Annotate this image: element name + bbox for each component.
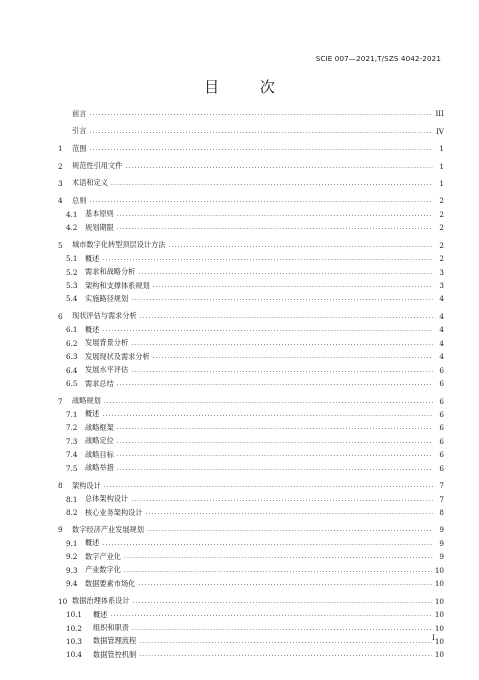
toc-leader-dots xyxy=(117,451,433,458)
toc-entry-label: 基本原则 xyxy=(85,209,114,219)
toc-entry-label: 需求总结 xyxy=(85,378,114,388)
toc-leader-dots xyxy=(124,567,432,574)
toc-entry-number: 6.2 xyxy=(66,338,78,348)
toc-entry-page: 9 xyxy=(439,525,444,535)
toc-entry[interactable] xyxy=(58,323,444,336)
toc-entry-page: 1 xyxy=(439,161,444,171)
toc-entry-page: 4 xyxy=(439,294,444,304)
toc-entry[interactable] xyxy=(58,265,444,278)
toc-entry-page: 4 xyxy=(439,338,444,348)
toc-entry-number: 7.1 xyxy=(66,409,78,419)
toc-entry-label: 架构设计 xyxy=(72,480,101,490)
toc-entry[interactable] xyxy=(58,142,444,155)
toc-entry-label: 战略定位 xyxy=(85,436,114,446)
toc-entry-page: 6 xyxy=(439,409,444,419)
toc-leader-dots xyxy=(89,197,433,204)
toc-entry[interactable] xyxy=(58,292,444,305)
toc-entry-page: 6 xyxy=(439,450,444,460)
toc-entry-label: 组织和职责 xyxy=(93,623,129,633)
toc-entry-label: 术语和定义 xyxy=(72,178,108,188)
toc-entry-label: 需求和战略分析 xyxy=(85,267,136,277)
toc-entry[interactable] xyxy=(58,448,444,461)
toc-entry-label: 引言 xyxy=(72,126,87,136)
toc-entry-page: 2 xyxy=(439,209,444,219)
toc-entry[interactable] xyxy=(58,635,444,648)
toc-entry-page: 6 xyxy=(439,379,444,389)
toc-entry-page: 9 xyxy=(439,552,444,562)
toc-leader-dots xyxy=(104,482,433,489)
toc-leader-dots xyxy=(139,638,432,645)
toc-entry-label: 发展背景分析 xyxy=(85,338,129,348)
toc-entry-number: 7.5 xyxy=(66,463,78,473)
toc-entry-label: 数据要素市场化 xyxy=(85,578,136,588)
toc-entry-page: 2 xyxy=(439,223,444,233)
table-of-contents xyxy=(58,107,444,662)
toc-entry[interactable] xyxy=(58,252,444,265)
toc-entry-number: 10.3 xyxy=(66,636,83,646)
toc-leader-dots xyxy=(133,598,432,605)
toc-entry-label: 产业数字化 xyxy=(85,565,121,575)
toc-entry-label: 数据管理流程 xyxy=(93,636,137,646)
toc-leader-dots xyxy=(117,424,433,431)
toc-entry-label: 概述 xyxy=(93,609,108,619)
toc-entry[interactable] xyxy=(58,208,444,221)
toc-entry-number: 9.2 xyxy=(66,552,78,562)
toc-entry-number: 10.2 xyxy=(66,623,83,633)
toc-leader-dots xyxy=(102,255,433,262)
toc-entry-number: 6.5 xyxy=(66,379,78,389)
toc-entry-page: 4 xyxy=(439,325,444,335)
toc-entry-page: 8 xyxy=(439,508,444,518)
toc-entry-page: 6 xyxy=(439,423,444,433)
toc-entry-label: 总体架构设计 xyxy=(85,494,129,504)
toc-entry[interactable] xyxy=(58,648,444,661)
toc-entry-page: 4 xyxy=(439,352,444,362)
toc-leader-dots xyxy=(131,295,433,302)
toc-entry-page: 6 xyxy=(439,436,444,446)
toc-entry-number: 5.3 xyxy=(66,281,78,291)
toc-entry-label: 总则 xyxy=(72,195,87,205)
toc-entry-label: 战略举措 xyxy=(85,463,114,473)
toc-entry[interactable] xyxy=(58,479,444,492)
toc-entry[interactable] xyxy=(58,537,444,550)
toc-entry[interactable] xyxy=(58,506,444,519)
page-number: I xyxy=(432,633,435,642)
toc-entry-label: 概述 xyxy=(85,409,100,419)
toc-entry-page: 6 xyxy=(439,396,444,406)
toc-entry-page: IV xyxy=(435,126,444,136)
toc-entry[interactable] xyxy=(58,221,444,234)
toc-entry-label: 战略规划 xyxy=(72,396,101,406)
toc-entry-number: 8.1 xyxy=(66,494,78,504)
toc-leader-dots xyxy=(132,625,432,632)
toc-leader-dots xyxy=(147,526,433,533)
toc-entry-number: 10.1 xyxy=(66,610,83,620)
toc-entry[interactable] xyxy=(58,550,444,563)
toc-leader-dots xyxy=(117,465,433,472)
toc-entry-page: 10 xyxy=(434,596,444,606)
toc-entry-page: 6 xyxy=(439,463,444,473)
toc-leader-dots xyxy=(89,110,432,117)
toc-leader-dots xyxy=(140,313,433,320)
toc-entry-page: 10 xyxy=(434,579,444,589)
toc-entry-number: 1 xyxy=(58,144,63,154)
toc-entry-number: 7.4 xyxy=(66,450,78,460)
toc-entry-label: 发展水平评估 xyxy=(85,365,129,375)
toc-entry[interactable] xyxy=(58,608,444,621)
toc-leader-dots xyxy=(153,282,433,289)
toc-entry[interactable] xyxy=(58,194,444,207)
toc-leader-dots xyxy=(102,326,433,333)
toc-entry-label: 核心业务架构设计 xyxy=(85,507,143,517)
toc-entry-number: 6.1 xyxy=(66,325,78,335)
toc-leader-dots xyxy=(104,398,433,405)
toc-entry[interactable] xyxy=(58,107,444,120)
toc-entry-number: 9.1 xyxy=(66,538,78,548)
toc-entry-number: 9.4 xyxy=(66,579,78,589)
toc-entry-page: 2 xyxy=(439,240,444,250)
toc-entry-number: 2 xyxy=(58,161,63,171)
toc-entry-number: 7.2 xyxy=(66,423,78,433)
toc-entry[interactable] xyxy=(58,462,444,475)
toc-entry-page: 10 xyxy=(434,623,444,633)
toc-leader-dots xyxy=(146,509,433,516)
toc-leader-dots xyxy=(102,540,433,547)
toc-entry[interactable] xyxy=(58,523,444,536)
toc-leader-dots xyxy=(117,380,433,387)
toc-entry[interactable] xyxy=(58,492,444,505)
toc-leader-dots xyxy=(110,611,431,618)
toc-entry-number: 6 xyxy=(58,311,63,321)
toc-entry-number: 10.4 xyxy=(66,650,83,660)
toc-leader-dots xyxy=(153,353,433,360)
toc-entry-number: 5.4 xyxy=(66,294,78,304)
toc-entry-number: 5 xyxy=(58,240,63,250)
toc-entry-page: 3 xyxy=(439,267,444,277)
toc-entry[interactable] xyxy=(58,363,444,376)
toc-entry-label: 规划期限 xyxy=(85,222,114,232)
toc-entry-page: 2 xyxy=(439,196,444,206)
toc-entry-number: 4.1 xyxy=(66,209,78,219)
toc-entry-number: 3 xyxy=(58,178,63,188)
toc-leader-dots xyxy=(117,438,433,445)
toc-entry-page: 7 xyxy=(439,494,444,504)
toc-entry-label: 发展现状及需求分析 xyxy=(85,351,150,361)
toc-leader-dots xyxy=(131,340,433,347)
toc-entry-page: 2 xyxy=(439,254,444,264)
toc-entry-label: 城市数字化转型顶层设计方法 xyxy=(72,240,166,250)
toc-entry-label: 概述 xyxy=(85,538,100,548)
toc-leader-dots xyxy=(102,411,433,418)
toc-entry[interactable] xyxy=(58,621,444,634)
toc-entry-page: 4 xyxy=(439,311,444,321)
toc-entry-number: 7.3 xyxy=(66,436,78,446)
toc-entry-label: 数据管控机制 xyxy=(93,649,137,659)
toc-entry-page: 10 xyxy=(434,565,444,575)
toc-entry-number: 7 xyxy=(58,396,63,406)
toc-entry-page: 10 xyxy=(434,636,444,646)
toc-entry-number: 8.2 xyxy=(66,508,78,518)
toc-entry[interactable] xyxy=(58,124,444,137)
toc-entry-page: 3 xyxy=(439,281,444,291)
toc-leader-dots xyxy=(124,553,433,560)
toc-entry-label: 数字经济产业发展规划 xyxy=(72,524,144,534)
toc-entry-number: 10 xyxy=(58,596,68,606)
toc-leader-dots xyxy=(131,367,433,374)
toc-entry-number: 9 xyxy=(58,525,63,535)
toc-entry-label: 数字产业化 xyxy=(85,551,121,561)
toc-entry-page: 1 xyxy=(439,178,444,188)
toc-entry[interactable] xyxy=(58,408,444,421)
toc-leader-dots xyxy=(168,242,433,249)
toc-entry[interactable] xyxy=(58,159,444,172)
toc-entry-number: 5.2 xyxy=(66,267,78,277)
toc-leader-dots xyxy=(89,128,433,135)
toc-entry[interactable] xyxy=(58,239,444,252)
document-code: SCIE 007—2021,T/SZS 4042-2021 xyxy=(315,54,441,63)
toc-entry[interactable] xyxy=(58,394,444,407)
toc-entry-page: 6 xyxy=(439,365,444,375)
toc-entry-label: 战略目标 xyxy=(85,449,114,459)
toc-entry-number: 8 xyxy=(58,481,63,491)
toc-entry[interactable] xyxy=(58,594,444,607)
toc-entry-label: 实施路径规划 xyxy=(85,293,129,303)
toc-leader-dots xyxy=(117,224,433,231)
toc-entry-number: 6.4 xyxy=(66,365,78,375)
toc-entry-label: 前言 xyxy=(72,108,87,118)
toc-entry-number: 6.3 xyxy=(66,352,78,362)
toc-entry-label: 数据治理体系设计 xyxy=(72,596,130,606)
toc-leader-dots xyxy=(117,211,433,218)
page-title: 目 次 xyxy=(204,78,293,96)
toc-entry-number: 9.3 xyxy=(66,565,78,575)
toc-entry-number: 4.2 xyxy=(66,223,78,233)
toc-entry-label: 现状评估与需求分析 xyxy=(72,311,137,321)
toc-leader-dots xyxy=(131,496,433,503)
toc-entry-page: 1 xyxy=(439,144,444,154)
toc-entry[interactable] xyxy=(58,279,444,292)
toc-entry-label: 概述 xyxy=(85,253,100,263)
toc-entry-page: 10 xyxy=(434,650,444,660)
toc-entry-page: 9 xyxy=(439,538,444,548)
toc-entry-label: 架构和支撑体系规划 xyxy=(85,280,150,290)
toc-leader-dots xyxy=(138,269,433,276)
toc-entry[interactable] xyxy=(58,177,444,190)
toc-leader-dots xyxy=(125,163,433,170)
toc-entry-page: III xyxy=(435,109,444,119)
toc-leader-dots xyxy=(139,651,432,658)
toc-entry-label: 规范性引用文件 xyxy=(72,161,123,171)
toc-entry[interactable] xyxy=(58,421,444,434)
toc-entry-label: 概述 xyxy=(85,324,100,334)
toc-entry-label: 范围 xyxy=(72,143,87,153)
toc-entry-page: 7 xyxy=(439,481,444,491)
toc-entry-number: 4 xyxy=(58,196,63,206)
toc-entry[interactable] xyxy=(58,564,444,577)
toc-entry[interactable] xyxy=(58,577,444,590)
toc-entry[interactable] xyxy=(58,337,444,350)
toc-entry[interactable] xyxy=(58,435,444,448)
toc-entry[interactable] xyxy=(58,377,444,390)
toc-leader-dots xyxy=(138,580,432,587)
toc-leader-dots xyxy=(89,145,433,152)
toc-entry-number: 5.1 xyxy=(66,254,78,264)
toc-leader-dots xyxy=(111,180,433,187)
toc-entry-label: 战略框架 xyxy=(85,422,114,432)
toc-entry[interactable] xyxy=(58,350,444,363)
toc-entry-page: 10 xyxy=(434,610,444,620)
toc-entry[interactable] xyxy=(58,310,444,323)
